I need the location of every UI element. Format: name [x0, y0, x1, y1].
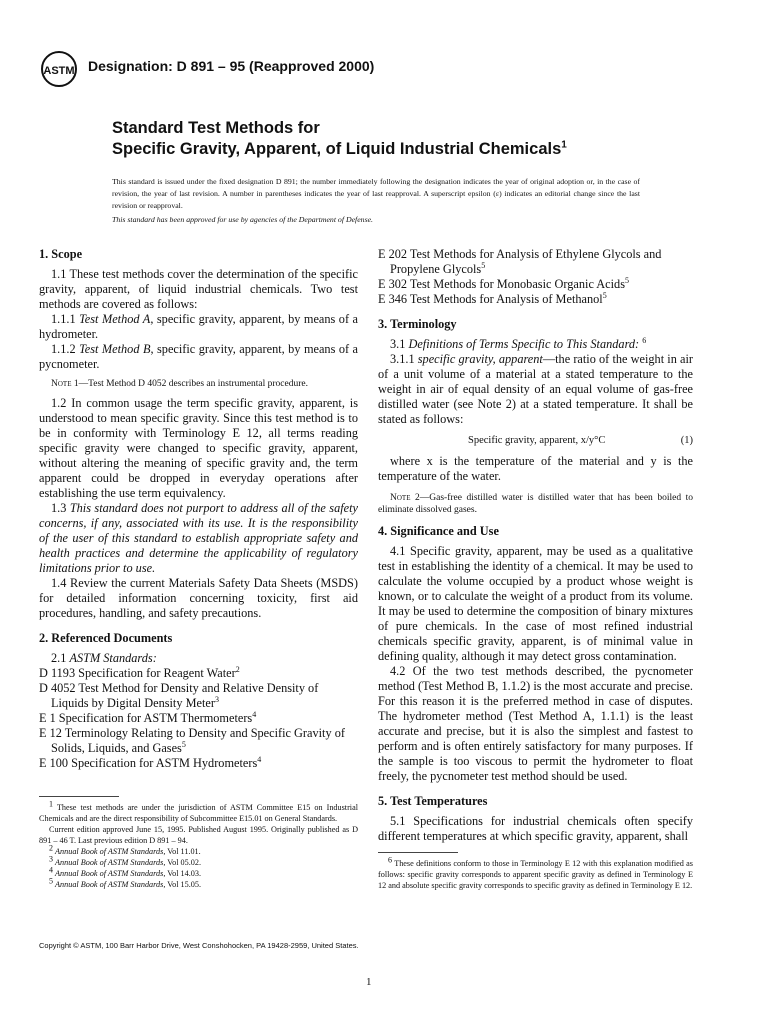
left-column — [39, 247, 358, 771]
para-5-1: 5.1 Specifications for industrial chemicals often specify different temperatures at which specific gravity, apparent, shall — [378, 814, 693, 843]
reference-item: E 100 Specification for ASTM Hydrometers$^4$ — [39, 754, 262, 770]
footnote-6: $^6$ These definitions conform to those in Terminology E 12 with this explanation modified as follows: specific gravity corresponds to apparent specific gravity as defined in Terminology E 12 and absolute specific gravity corresponds to specific gravity as defined in Terminology E 12. — [378, 855, 693, 890]
footnote-rule-left — [39, 796, 119, 797]
reference-item: E 1 Specification for ASTM Thermometers$^4$ — [39, 709, 257, 725]
para-1-4: 1.4 Review the current Materials Safety Data Sheets (MSDS) for detailed information concerning toxicity, first aid procedures, handling, and safety precautions. — [39, 576, 358, 620]
issuance-notice: This standard is issued under the fixed designation D 891; the number immediately following the designation indicates the year of original adoption or, in the case of revision, the year of last revision. A number in parentheses indicates the year of last reapproval. A superscript epsilon (ε) indicates an editorial change since the last revision or reapproval. — [112, 177, 640, 210]
right-column — [378, 247, 693, 844]
astm-logo — [38, 48, 80, 90]
footnote-1-edition: Current edition approved June 15, 1995. Published August 1995. Originally published as D 891 – 46 T. Last previous edition D 891 – 94. — [39, 825, 358, 845]
logo-text: ASTM — [43, 65, 75, 77]
para-3-1: 3.1 Definitions of Terms Specific to This Standard: $^6$ — [390, 335, 647, 351]
title-line2: Specific Gravity, Apparent, of Liquid Industrial Chemicals$^1$ — [112, 139, 567, 158]
reference-item: E 346 Test Methods for Analysis of Methanol$^5$ — [378, 290, 607, 306]
document-title — [112, 118, 567, 160]
defense-notice: This standard has been approved for use by agencies of the Department of Defense. — [112, 215, 374, 224]
para-3-1-1: 3.1.1 specific gravity, apparent—the ratio of the weight in air of a unit volume of a material at a stated temperature to the weight in air of equal density of an equal volume of gas-free distilled water (see Note 2) at a stated temperature. It shall be stated as follows: — [378, 352, 693, 426]
footnote-1: $^1$ These test methods are under the jurisdiction of ASTM Committee E15 on Industrial Chemicals and are the direct responsibility of Subcommittee E15.01 on General Standards. — [39, 799, 358, 823]
note-2: Note 2—Gas-free distilled water is distilled water that has been boiled to eliminate dissolved gases. — [378, 493, 693, 515]
section-3-heading: 3. Terminology — [378, 317, 457, 331]
equation-text: Specific gravity, apparent, x/y°C — [468, 435, 606, 446]
para-1-1-1: 1.1.1 Test Method A, specific gravity, apparent, by means of a hydrometer. — [39, 312, 358, 341]
para-4-2: 4.2 Of the two test methods described, the pycnometer method (Test Method B, 1.1.2) is the most accurate and precise. For this reason it is the preferred method in case of disputes. The hydrometer method (Test Method A, 1.1.1) is the least accurate and precise, but it is also the simplest and fastest to perform and is often entirely satisfactory for many purposes. If the sample is too viscous to permit the hydrometer to float freely, the pycnometer test method should be used. — [378, 664, 693, 783]
footnote-item: $^2$ Annual Book of ASTM Standards, Vol 11.01. — [49, 843, 201, 856]
footnote-item: $^3$ Annual Book of ASTM Standards, Vol 05.02. — [49, 854, 201, 867]
para-where: where x is the temperature of the material and y is the temperature of the water. — [378, 454, 693, 483]
page-number: 1 — [366, 976, 372, 988]
left-footnotes — [39, 799, 358, 890]
reference-item: D 4052 Test Method for Density and Relative Density of Liquids by Digital Density Meter$^3$ — [39, 681, 319, 710]
section-1-heading: 1. Scope — [39, 247, 83, 261]
para-4-1: 4.1 Specific gravity, apparent, may be used as a qualitative test in establishing the identity of a chemical. It may be used to calculate the volume occupied by a product whose weight is known, or to calculate the weight of a product from its volume. It may be used to determine the composition of binary mixtures of pure chemicals. In the case of most refined industrial chemicals specific gravity, apparent, is of minimal value in defining quality, although it may detect gross contamination. — [378, 544, 693, 663]
section-2-heading: 2. Referenced Documents — [39, 631, 173, 645]
para-1-2: 1.2 In common usage the term specific gravity, apparent, is understood to mean specific gravity. Since this test method is to be in conformity with Terminology E 12, all terms reading specific gravity were changed to specific gravity, apparent, without altering the meaning of specific gravity and, the term apparent could be dropped in everyday operations after establishing the use term equivalency. — [39, 396, 358, 500]
copyright-footer: Copyright © ASTM, 100 Barr Harbor Drive, West Conshohocken, PA 19428-2959, United States. — [39, 941, 359, 950]
para-2-1: 2.1 ASTM Standards: — [51, 651, 157, 665]
reference-item: E 12 Terminology Relating to Density and Specific Gravity of Solids, Liquids, and Gases$^5$ — [39, 726, 345, 755]
footnote-item: $^5$ Annual Book of ASTM Standards, Vol 15.05. — [49, 876, 201, 889]
para-1-1-2: 1.1.2 Test Method B, specific gravity, apparent, by means of a pycnometer. — [39, 342, 359, 371]
footnote-rule-right — [378, 852, 458, 853]
reference-item: E 202 Test Methods for Analysis of Ethylene Glycols and Propylene Glycols$^5$ — [378, 247, 662, 276]
para-1-1: 1.1 These test methods cover the determination of the specific gravity, apparent, of liquid industrial chemicals. Two test methods are covered as follows: — [39, 267, 358, 311]
equation-1 — [378, 433, 693, 448]
reference-item: D 1193 Specification for Reagent Water$^2$ — [39, 664, 240, 680]
note-1: Note 1—Test Method D 4052 describes an instrumental procedure. — [51, 379, 308, 389]
reference-item: E 302 Test Methods for Monobasic Organic Acids$^5$ — [378, 275, 629, 291]
para-1-3: 1.3 This standard does not purport to address all of the safety concerns, if any, associated with its use. It is the responsibility of the user of this standard to establish appropriate safety and health practices and determine the applicability of regulatory limitations prior to use. — [39, 501, 358, 575]
title-footnote-mark: 1 — [561, 139, 567, 151]
title-line1: Standard Test Methods for — [112, 119, 320, 137]
footnote-item: $^4$ Annual Book of ASTM Standards, Vol 14.03. — [49, 865, 201, 878]
section-4-heading: 4. Significance and Use — [378, 524, 499, 538]
equation-number: (1) — [680, 435, 693, 446]
designation: Designation: D 891 – 95 (Reapproved 2000) — [88, 58, 375, 74]
section-5-heading: 5. Test Temperatures — [378, 794, 488, 808]
right-footnote — [378, 855, 693, 891]
